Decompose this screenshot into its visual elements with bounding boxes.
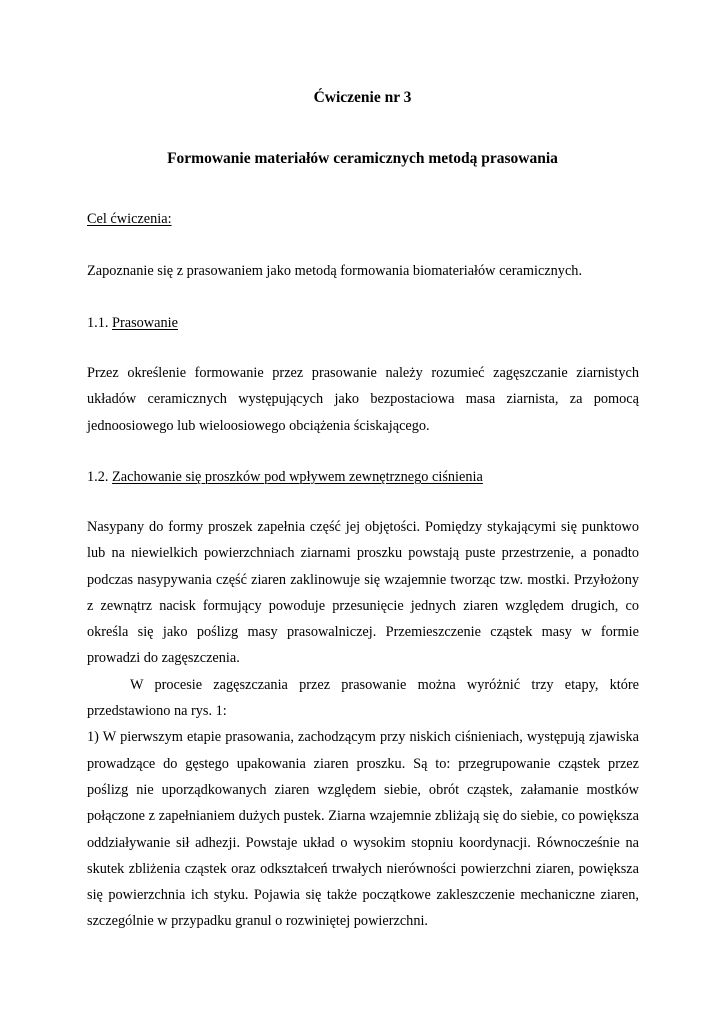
paragraph-line: skutek zbliżenia cząstek oraz odkształceń trwałych nierówności powierzchni ziaren, powiększa [87,860,639,877]
goal-text: Zapoznanie się z prasowaniem jako metodą formowania biomateriałów ceramicznych. [87,263,583,279]
paragraph-line: poślizg nie uporządkowanych ziaren względem siebie, obrót cząstek, załamanie mostków [87,781,639,798]
section-number: 1.1. [87,315,109,331]
paragraph-line: określa się jako poślizg masy prasowalniczej. Przemieszczenie cząstek masy w formie [87,624,639,641]
paragraph-line: oddziaływanie sił adhezji. Powstaje układ o wysokim stopniu koordynacji. Równocześnie na [87,834,639,851]
paragraph-line: prowadzące do gęstego upakowania ziaren proszku. Są to: przegrupowanie cząstek przez [87,755,639,772]
paragraph-line: się powierzchnia ich styku. Pojawia się także początkowe zakleszczenie mechaniczne ziaren, [87,887,639,904]
paragraph-line: Nasypany do formy proszek zapełnia część jej objętości. Pomiędzy stykającymi się punktowo [87,519,639,535]
document-subtitle: Formowanie materiałów ceramicznych metodą prasowania [167,150,558,167]
paragraph-line: szczególnie w przypadku granul o rozwiniętej powierzchni. [87,913,429,930]
section-number: 1.2. [87,469,109,485]
section-title: Prasowanie [112,315,178,331]
paragraph-line: połączone z zapełnianiem dużych pustek. Ziarna wzajemnie zbliżają się do siebie, co powiększa [87,808,639,825]
paragraph-line: układów ceramicznych występujących jako bezpostaciowa masa ziarnista, za pomocą [87,391,639,408]
goal-heading: Cel ćwiczenia: [87,211,172,227]
section-1-2-heading [87,467,483,487]
paragraph-line: 1) W pierwszym etapie prasowania, zachodzącym przy niskich ciśnieniach, występują zjawiska [87,729,639,746]
section-1-1-heading [87,313,178,333]
paragraph-line: podczas nasypywania część ziaren zaklinowuje się wzajemnie tworząc tzw. mostki. Przyłożony [87,571,639,588]
section-title: Zachowanie się proszków pod wpływem zewnętrznego ciśnienia [112,469,483,485]
section-1-1-paragraph [87,360,639,439]
paragraph-line: Przez określenie formowanie przez prasowanie należy rozumieć zagęszczanie ziarnistych [87,365,639,381]
paragraph-line: W procesie zagęszczania przez prasowanie można wyróżnić trzy etapy, które [130,676,639,693]
paragraph-line: z zewnątrz nacisk formujący powoduje przesunięcie jednych ziaren względem drugich, co [87,597,639,614]
paragraph-line: przedstawiono na rys. 1: [87,703,227,720]
paragraph-line: jednoosiowego lub wieloosiowego obciążenia ściskającego. [87,417,430,434]
paragraph-line: prowadzi do zagęszczenia. [87,650,240,667]
section-1-2-paragraph [87,514,639,935]
document-title: Ćwiczenie nr 3 [313,89,412,106]
paragraph-line: lub na niewielkich powierzchniach ziarnami proszku powstają puste przestrzenie, a ponadto [87,545,639,562]
